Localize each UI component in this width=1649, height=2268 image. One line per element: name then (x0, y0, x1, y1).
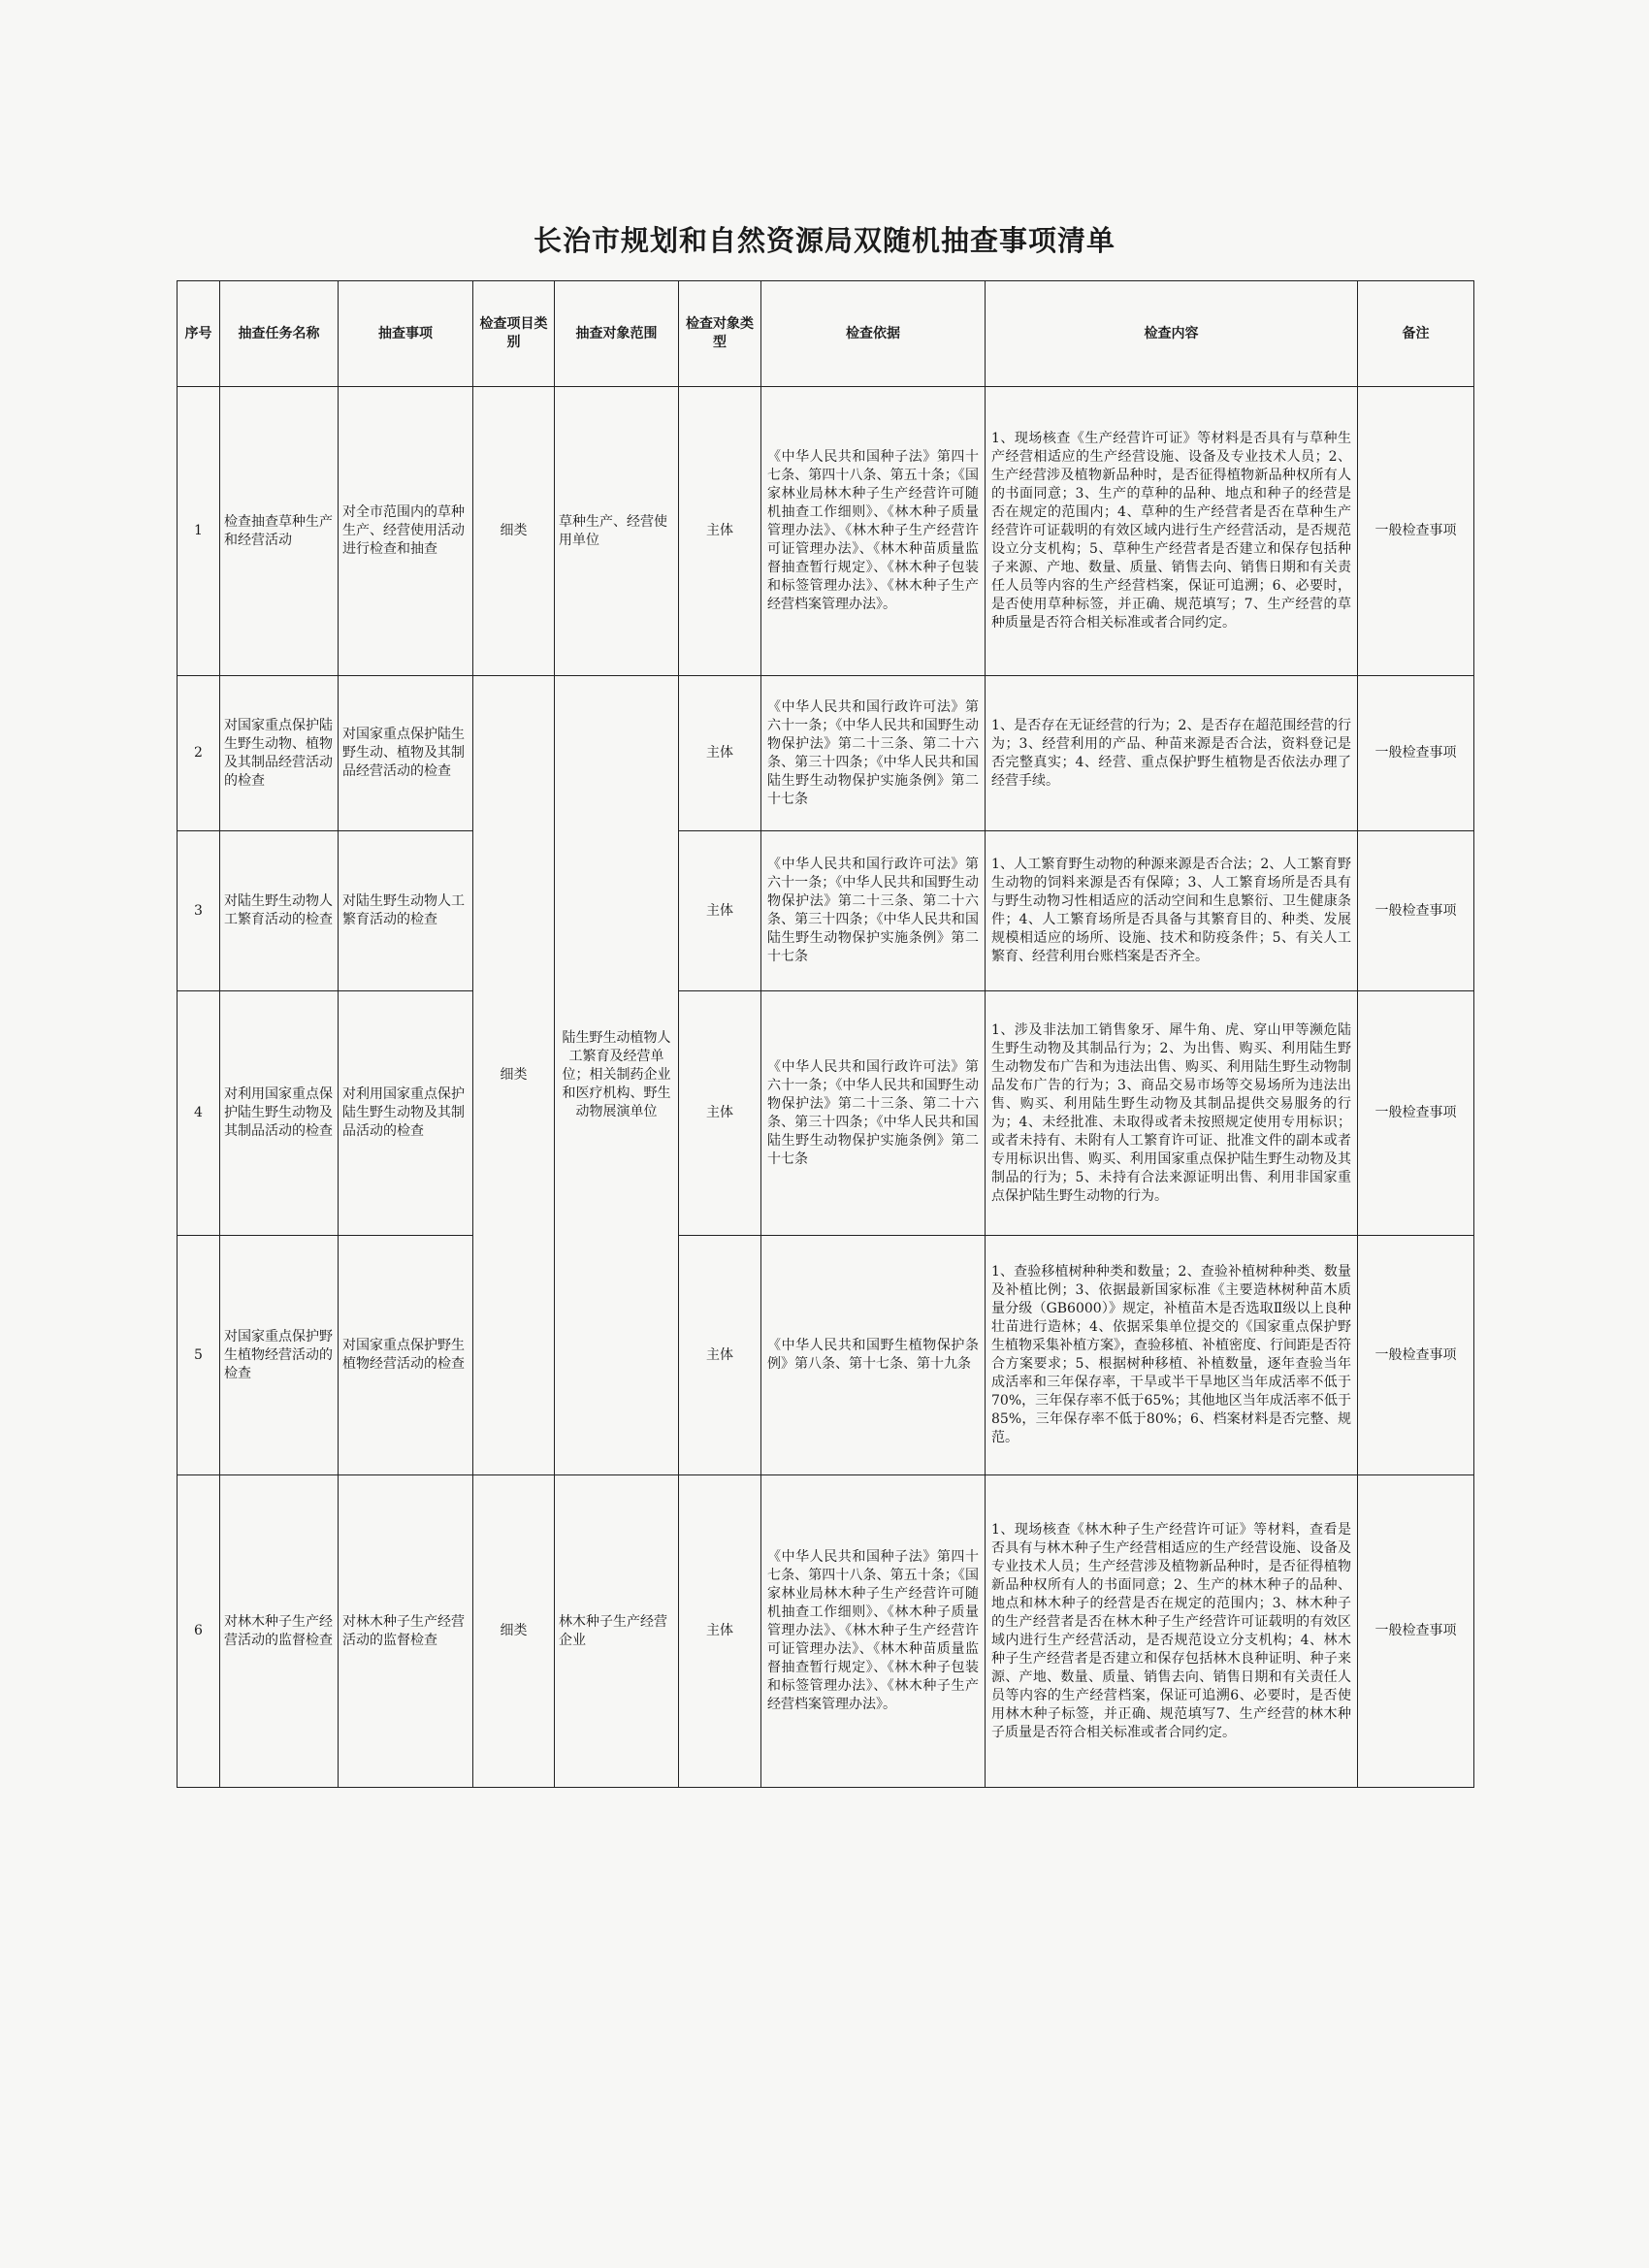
cell-task: 对国家重点保护野生植物经营活动的检查 (220, 1236, 339, 1475)
cell-basis: 《中华人民共和国种子法》第四十七条、第四十八条、第五十条；《国家林业局林木种子生产经营许可随机抽查工作细则》、《林木种子质量管理办法》、《林木种子生产经营许可证管理办法》、《林木种苗质量监督抽查暂行规定》、《林木种子包装和标签管理办法》、《林木种子生产经营档案管理办法》。 (761, 387, 986, 676)
cell-task: 对林木种子生产经营活动的监督检查 (220, 1475, 339, 1788)
cell-basis: 《中华人民共和国野生植物保护条例》第八条、第十七条、第十九条 (761, 1236, 986, 1475)
cell-remark: 一般检查事项 (1358, 1475, 1474, 1788)
cell-content: 1、现场核查《生产经营许可证》等材料是否具有与草种生产经营相适应的生产经营设施、设备及专业技术人员；2、生产经营涉及植物新品种时，是否征得植物新品种权所有人的书面同意；3、生产的草种的品种、地点和种子的经营是否在规定的范围内；4、草种的生产经营者是否在草种生产经营许可证载明的有效区域内进行生产经营活动，是否规范设立分支机构；5、草种生产经营者是否建立和保存包括种子来源、产地、数量、质量、销售去向、销售日期和有关责任人员等内容的生产经营档案，保证可追溯；6、必要时，是否使用草种标签，并正确、规范填写；7、生产经营的草种质量是否符合相关标准或者合同约定。 (986, 387, 1358, 676)
cell-seq: 1 (178, 387, 220, 676)
cell-content: 1、涉及非法加工销售象牙、犀牛角、虎、穿山甲等濒危陆生野生动物及其制品行为；2、为出售、购买、利用陆生野生动物发布广告和为违法出售、购买、利用陆生野生动物制品发布广告的行为；3、商品交易市场等交易场所为违法出售、购买、利用陆生野生动物及其制品提供交易服务的行为；4、未经批准、未取得或者未按照规定使用专用标识；或者未持有、未附有人工繁育许可证、批准文件的副本或者专用标识出售、购买、利用国家重点保护陆生野生动物及其制品的行为；5、未持有合法来源证明出售、利用非国家重点保护陆生野生动物的行为。 (986, 991, 1358, 1236)
table-row (178, 1475, 1474, 1788)
cell-scope: 草种生产、经营使用单位 (555, 387, 679, 676)
cell-object-type: 主体 (679, 1475, 761, 1788)
table-row (178, 1236, 1474, 1475)
cell-content: 1、查验移植树种种类和数量；2、查验补植树种种类、数量及补植比例；3、依据最新国家标准《主要造林树种苗木质量分级（GB6000）》规定，补植苗木是否选取Ⅱ级以上良种壮苗进行造林；4、依据采集单位提交的《国家重点保护野生植物采集补植方案》，查验移植、补植密度、行间距是否符合方案要求；5、根据树种移植、补植数量，逐年查验当年成活率和三年保存率，干旱或半干旱地区当年成活率不低于70%，三年保存率不低于65%；其他地区当年成活率不低于85%，三年保存率不低于80%；6、档案材料是否完整、规范。 (986, 1236, 1358, 1475)
cell-seq: 3 (178, 831, 220, 991)
cell-basis: 《中华人民共和国行政许可法》第六十一条；《中华人民共和国野生动物保护法》第二十三条、第二十六条、第三十四条；《中华人民共和国陆生野生动物保护实施条例》第二十七条 (761, 831, 986, 991)
cell-remark: 一般检查事项 (1358, 387, 1474, 676)
header-basis: 检查依据 (761, 281, 986, 387)
cell-basis: 《中华人民共和国行政许可法》第六十一条；《中华人民共和国野生动物保护法》第二十三条、第二十六条、第三十四条；《中华人民共和国陆生野生动物保护实施条例》第二十七条 (761, 676, 986, 831)
cell-content: 1、现场核查《林木种子生产经营许可证》等材料，查看是否具有与林木种子生产经营相适应的生产经营设施、设备及专业技术人员；生产经营涉及植物新品种时，是否征得植物新品种权所有人的书面同意；2、生产的林木种子的品种、地点和林木种子的经营是否在规定的范围内；3、林木种子的生产经营者是否在林木种子生产经营许可证载明的有效区域内进行生产经营活动，是否规范设立分支机构；4、林木种子生产经营者是否建立和保存包括林木良种证明、种子来源、产地、数量、质量、销售去向、销售日期和有关责任人员等内容的生产经营档案，保证可追溯6、必要时，是否使用林木种子标签，并正确、规范填写7、生产经营的林木种子质量是否符合相关标准或者合同约定。 (986, 1475, 1358, 1788)
header-scope: 抽查对象范围 (555, 281, 679, 387)
table-row (178, 676, 1474, 831)
table-row (178, 387, 1474, 676)
cell-seq: 4 (178, 991, 220, 1236)
table-row (178, 831, 1474, 991)
cell-object-type: 主体 (679, 991, 761, 1236)
cell-item: 对利用国家重点保护陆生野生动物及其制品活动的检查 (339, 991, 473, 1236)
cell-seq: 2 (178, 676, 220, 831)
table-header-row (178, 281, 1474, 387)
cell-object-type: 主体 (679, 1236, 761, 1475)
cell-content: 1、人工繁育野生动物的种源来源是否合法；2、人工繁育野生动物的饲料来源是否有保障；3、人工繁育场所是否具有与野生动物习性相适应的活动空间和生息繁衍、卫生健康条件；4、人工繁育场所是否具备与其繁育目的、种类、发展规模相适应的场所、设施、技术和防疫条件；5、有关人工繁育、经营利用台账档案是否齐全。 (986, 831, 1358, 991)
cell-object-type: 主体 (679, 387, 761, 676)
header-content: 检查内容 (986, 281, 1358, 387)
cell-item: 对国家重点保护野生植物经营活动的检查 (339, 1236, 473, 1475)
header-category: 检查项目类别 (473, 281, 555, 387)
cell-task: 检查抽查草种生产和经营活动 (220, 387, 339, 676)
inspection-table (177, 280, 1474, 1788)
cell-object-type: 主体 (679, 831, 761, 991)
cell-task: 对利用国家重点保护陆生野生动物及其制品活动的检查 (220, 991, 339, 1236)
cell-item: 对国家重点保护陆生野生动、植物及其制品经营活动的检查 (339, 676, 473, 831)
cell-scope: 林木种子生产经营企业 (555, 1475, 679, 1788)
cell-basis: 《中华人民共和国行政许可法》第六十一条；《中华人民共和国野生动物保护法》第二十三条、第二十六条、第三十四条；《中华人民共和国陆生野生动物保护实施条例》第二十七条 (761, 991, 986, 1236)
cell-scope: 陆生野生动植物人工繁育及经营单位；相关制药企业和医疗机构、野生动物展演单位 (555, 676, 679, 1475)
cell-category: 细类 (473, 1475, 555, 1788)
cell-seq: 5 (178, 1236, 220, 1475)
page-title: 长治市规划和自然资源局双随机抽查事项清单 (533, 224, 1116, 257)
cell-remark: 一般检查事项 (1358, 1236, 1474, 1475)
cell-category: 细类 (473, 387, 555, 676)
header-object-type: 检查对象类型 (679, 281, 761, 387)
cell-content: 1、是否存在无证经营的行为；2、是否存在超范围经营的行为；3、经营利用的产品、种苗来源是否合法，资料登记是否完整真实；4、经营、重点保护野生植物是否依法办理了经营手续。 (986, 676, 1358, 831)
cell-remark: 一般检查事项 (1358, 831, 1474, 991)
cell-task: 对国家重点保护陆生野生动物、植物及其制品经营活动的检查 (220, 676, 339, 831)
header-seq: 序号 (178, 281, 220, 387)
header-task: 抽查任务名称 (220, 281, 339, 387)
cell-category: 细类 (473, 676, 555, 1475)
cell-remark: 一般检查事项 (1358, 676, 1474, 831)
cell-remark: 一般检查事项 (1358, 991, 1474, 1236)
cell-item: 对陆生野生动物人工繁育活动的检查 (339, 831, 473, 991)
cell-item: 对全市范围内的草种生产、经营使用活动进行检查和抽查 (339, 387, 473, 676)
cell-object-type: 主体 (679, 676, 761, 831)
table-row (178, 991, 1474, 1236)
cell-task: 对陆生野生动物人工繁育活动的检查 (220, 831, 339, 991)
header-item: 抽查事项 (339, 281, 473, 387)
cell-item: 对林木种子生产经营活动的监督检查 (339, 1475, 473, 1788)
cell-seq: 6 (178, 1475, 220, 1788)
cell-basis: 《中华人民共和国种子法》第四十七条、第四十八条、第五十条；《国家林业局林木种子生产经营许可随机抽查工作细则》、《林木种子质量管理办法》、《林木种子生产经营许可证管理办法》、《林木种苗质量监督抽查暂行规定》、《林木种子包装和标签管理办法》、《林木种子生产经营档案管理办法》。 (761, 1475, 986, 1788)
header-remark: 备注 (1358, 281, 1474, 387)
